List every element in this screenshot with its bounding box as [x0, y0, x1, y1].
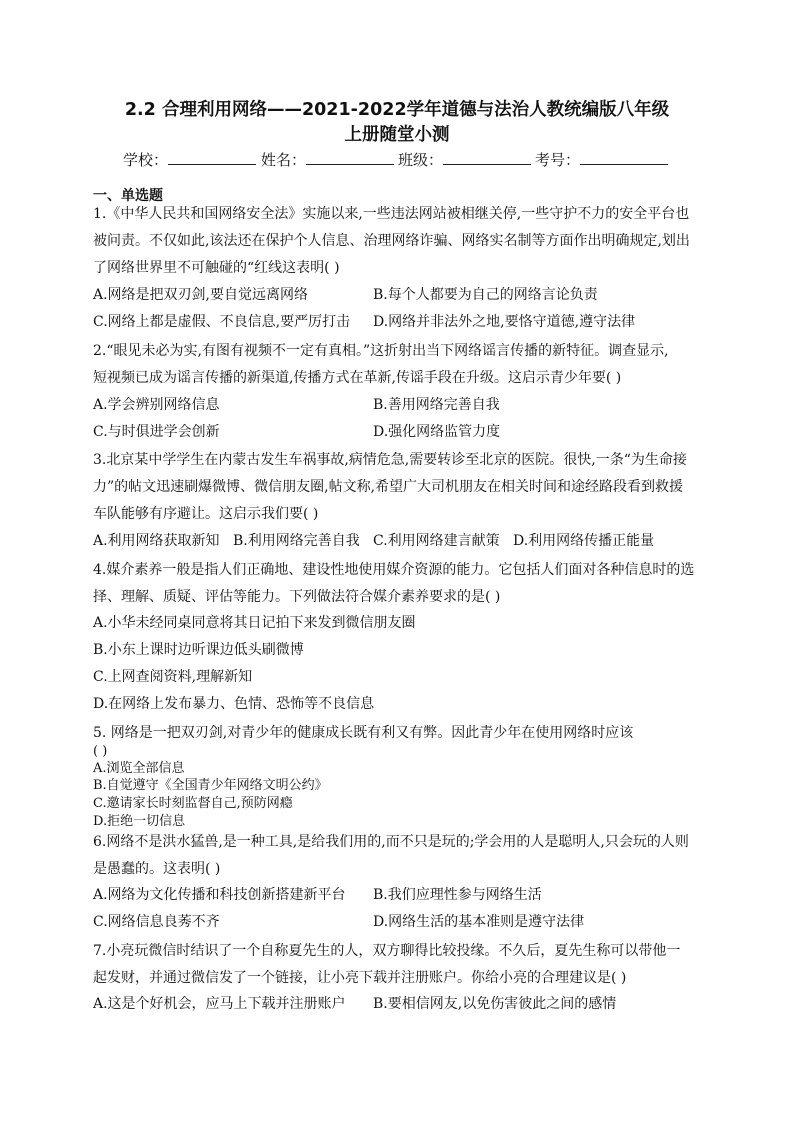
question-4-stem-line-2: 择、理解、质疑、评估等能力。下列做法符合媒介素养要求的是( ) — [93, 589, 501, 605]
exam-no-field — [535, 148, 668, 171]
class-field — [398, 148, 531, 171]
question-3-stem-line-2: 力”的帖文迅速刷爆微博、微信朋友圈,帖文称,希望广大司机朋友在相关时间和途经路段看到救援 — [93, 479, 684, 495]
question-2-option-b[interactable]: B.善用网络完善自我 — [373, 397, 500, 413]
question-4-option-d[interactable]: D.在网络上发布暴力、色情、恐怖等不良信息 — [93, 696, 375, 712]
worksheet-title-line-1: 2.2 合理利用网络——2021-2022学年道德与法治人教统编版八年级 — [124, 100, 670, 120]
question-3-stem-line-1: 3.北京某中学学生在内蒙古发生车祸事故,病情危急,需要转诊至北京的医院。很快,一条“为生命接 — [93, 452, 687, 468]
question-7-option-a[interactable]: A.这是个好机会，应马上下载并注册账户 — [93, 996, 346, 1012]
name-blank[interactable] — [306, 148, 394, 165]
question-4-option-c[interactable]: C.上网查阅资料,理解新知 — [93, 669, 253, 685]
question-6-stem-line-1: 6.网络不是洪水猛兽,是一种工具,是给我们用的,而不只是玩的;学会用的人是聪明人,只会玩的人则 — [93, 834, 689, 850]
question-7-stem-line-2: 起发财，并通过微信发了一个链接，让小亮下载并注册账户。你给小亮的合理建议是( ) — [93, 970, 627, 986]
exam-no-blank[interactable] — [580, 148, 668, 165]
question-2-stem-line-1: 2.“眼见未必为实,有图有视频不一定有真相。”这折射出当下网络谣言传播的新特征。调查显示, — [93, 343, 669, 359]
question-4-option-b[interactable]: B.小东上课时边听课边低头刷微博 — [93, 642, 304, 658]
question-1-option-d[interactable]: D.网络并非法外之地,要恪守道德,遵守法律 — [373, 314, 636, 330]
question-3-stem-line-3: 车队能够有序避让。这启示我们要( ) — [93, 506, 319, 522]
question-2-option-a[interactable]: A.学会辨别网络信息 — [93, 397, 220, 413]
question-7-stem-line-1: 7.小亮玩微信时结识了一个自称夏先生的人，双方聊得比较投缘。不久后，夏先生称可以带他一 — [93, 943, 681, 959]
question-1-option-c[interactable]: C.网络上都是虚假、不良信息,要严厉打击 — [93, 314, 351, 330]
question-2-stem-line-2: 短视频已成为谣言传播的新渠道,传播方式在革新,传谣手段在升级。这启示青少年要( ) — [93, 370, 622, 386]
question-6-stem-line-2: 是愚蠢的。这表明( ) — [93, 861, 221, 877]
student-info-row — [123, 148, 683, 170]
question-4-option-a[interactable]: A.小华未经同桌同意将其日记拍下来发到微信朋友圈 — [93, 615, 416, 631]
question-1-option-b[interactable]: B.每个人都要为自己的网络言论负责 — [373, 287, 598, 303]
school-label: 学校： — [123, 151, 169, 169]
question-3-option-b[interactable]: B.利用网络完善自我 — [233, 533, 360, 549]
question-3-option-a[interactable]: A.利用网络获取新知 — [93, 533, 220, 549]
school-field — [123, 148, 256, 171]
question-6-option-d[interactable]: D.网络生活的基本准则是遵守法律 — [373, 914, 585, 930]
class-blank[interactable] — [443, 148, 531, 165]
question-6-option-b[interactable]: B.我们应理性参与网络生活 — [373, 887, 542, 903]
class-label: 班级： — [398, 151, 444, 169]
question-5-option-b[interactable]: B.自觉遵守《全国青少年网络文明公约》 — [93, 778, 328, 793]
question-6-option-c[interactable]: C.网络信息良莠不齐 — [93, 914, 220, 930]
name-label: 姓名： — [261, 151, 307, 169]
exam-no-label: 考号： — [535, 151, 581, 169]
school-blank[interactable] — [168, 148, 256, 165]
question-1-stem-line-1: 1.《中华人民共和国网络安全法》实施以来,一些违法网站被相继关停,一些守护不力的安全平台也 — [93, 206, 690, 222]
question-5-option-d[interactable]: D.拒绝一切信息 — [93, 814, 186, 829]
question-3-option-d[interactable]: D.利用网络传播正能量 — [513, 533, 655, 549]
name-field — [261, 148, 394, 171]
question-7-option-b[interactable]: B.要相信网友,以免伤害彼此之间的感情 — [373, 996, 617, 1012]
question-1-stem-line-3: 了网络世界里不可触碰的“红线这表明( ) — [93, 260, 340, 276]
question-5-stem-line-1: 5. 网络是一把双刃剑,对青少年的健康成长既有利又有弊。因此青少年在使用网络时应该 — [93, 725, 634, 741]
worksheet-title-line-2: 上册随堂小测 — [344, 125, 450, 145]
question-5-stem-line-2: ( ) — [93, 744, 108, 759]
section-title: 一、单选题 — [93, 188, 163, 204]
question-6-option-a[interactable]: A.网络为文化传播和科技创新搭建新平台 — [93, 887, 346, 903]
question-5-option-c[interactable]: C.邀请家长时刻监督自己,预防网瘾 — [93, 796, 293, 811]
question-1-stem-line-2: 被问责。不仅如此,该法还在保护个人信息、治理网络诈骗、网络实名制等方面作出明确规定,划出 — [93, 233, 690, 249]
question-2-option-d[interactable]: D.强化网络监管力度 — [373, 424, 501, 440]
question-1-option-a[interactable]: A.网络是把双刃剑,要自觉远离网络 — [93, 287, 309, 303]
question-2-option-c[interactable]: C.与时俱进学会创新 — [93, 424, 220, 440]
question-4-stem-line-1: 4.媒介素养一般是指人们正确地、建设性地使用媒介资源的能力。它包括人们面对各种信息时的选 — [93, 562, 695, 578]
question-3-option-c[interactable]: C.利用网络建言献策 — [373, 533, 500, 549]
question-5-option-a[interactable]: A.浏览全部信息 — [93, 761, 185, 776]
